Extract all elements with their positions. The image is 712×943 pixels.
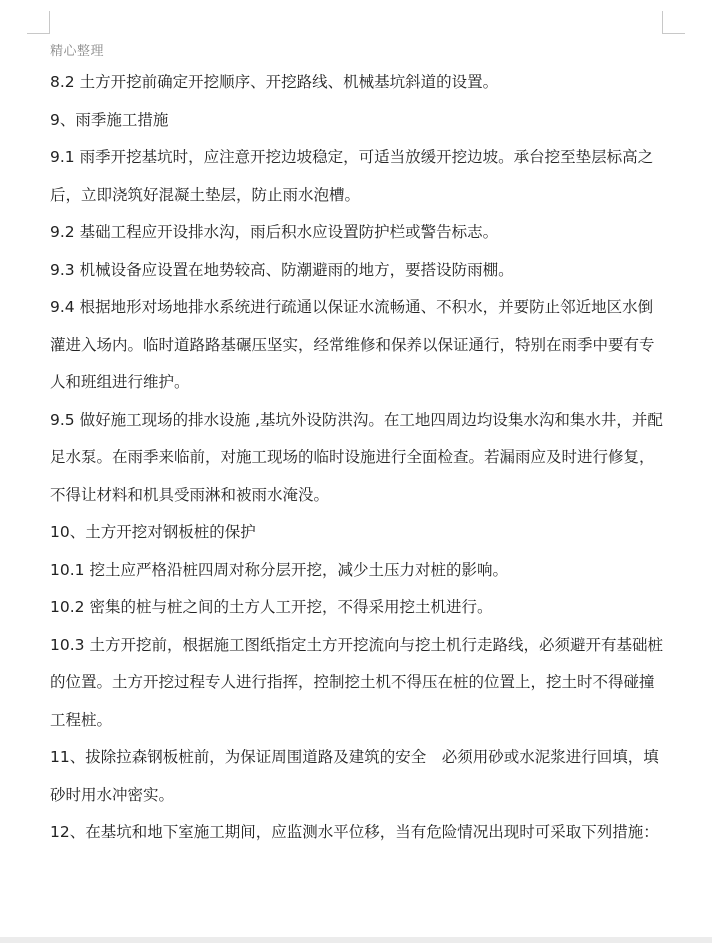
page-corner-mark-top-right <box>662 11 685 34</box>
paragraph-12: 12、在基坑和地下室施工期间，应监测水平位移，当有危险情况出现时可采取下列措施： <box>50 823 659 841</box>
paragraph-10-3: 10.3 土方开挖前，根据施工图纸指定土方开挖流向与挖土机行走路线，必须避开有基础桩的位置。土方开挖过程专人进行指挥，控制挖土机不得压在桩的位置上，挖土时不得碰撞工程桩。 <box>50 635 663 729</box>
paragraph-9-4: 9.4 根据地形对场地排水系统进行疏通以保证水流畅通、不积水，并要防止邻近地区水倒灌进入场内。临时道路路基碾压坚实，经常维修和保养以保证通行，特别在雨季中要有专人和班组进行维护。 <box>50 298 655 391</box>
heading-10: 10、土方开挖对钢板桩的保护 <box>50 523 256 541</box>
page-corner-mark-top-left <box>27 11 50 34</box>
heading-9: 9、雨季施工措施 <box>50 110 169 129</box>
paragraph-10-1: 10.1 挖土应严格沿桩四周对称分层开挖，减少土压力对桩的影响。 <box>50 560 508 579</box>
paragraph-9-5: 9.5 做好施工现场的排水设施 ,基坑外设防洪沟。在工地四周边均设集水沟和集水井，并配足水泵。在雨季来临前，对施工现场的临时设施进行全面检查。若漏雨应及时进行修复，不得让材料和机具受雨淋和被雨水淹没。 <box>50 410 663 504</box>
paragraph-9-2: 9.2 基础工程应开设排水沟，雨后积水应设置防护栏或警告标志。 <box>50 223 499 241</box>
paragraph-9-3: 9.3 机械设备应设置在地势较高、防潮避雨的地方，要搭设防雨棚。 <box>50 260 514 279</box>
paragraph-11: 11、拔除拉森钢板桩前，为保证周围道路及建筑的安全 必须用砂或水泥浆进行回填，填砂时用水冲密实。 <box>50 748 659 804</box>
page-header: 精心整理 <box>50 44 105 59</box>
paragraph-9-1: 9.1 雨季开挖基坑时，应注意开挖边坡稳定，可适当放缓开挖边坡。承台挖至垫层标高之后，立即浇筑好混凝土垫层，防止雨水泡槽。 <box>50 148 654 204</box>
paragraph-8-2: 8.2 土方开挖前确定开挖顺序、开挖路线、机械基坑斜道的设置。 <box>50 73 499 91</box>
page-bottom-edge <box>0 937 712 943</box>
paragraph-10-2: 10.2 密集的桩与桩之间的土方人工开挖，不得采用挖土机进行。 <box>50 598 493 616</box>
document-body <box>50 64 668 852</box>
